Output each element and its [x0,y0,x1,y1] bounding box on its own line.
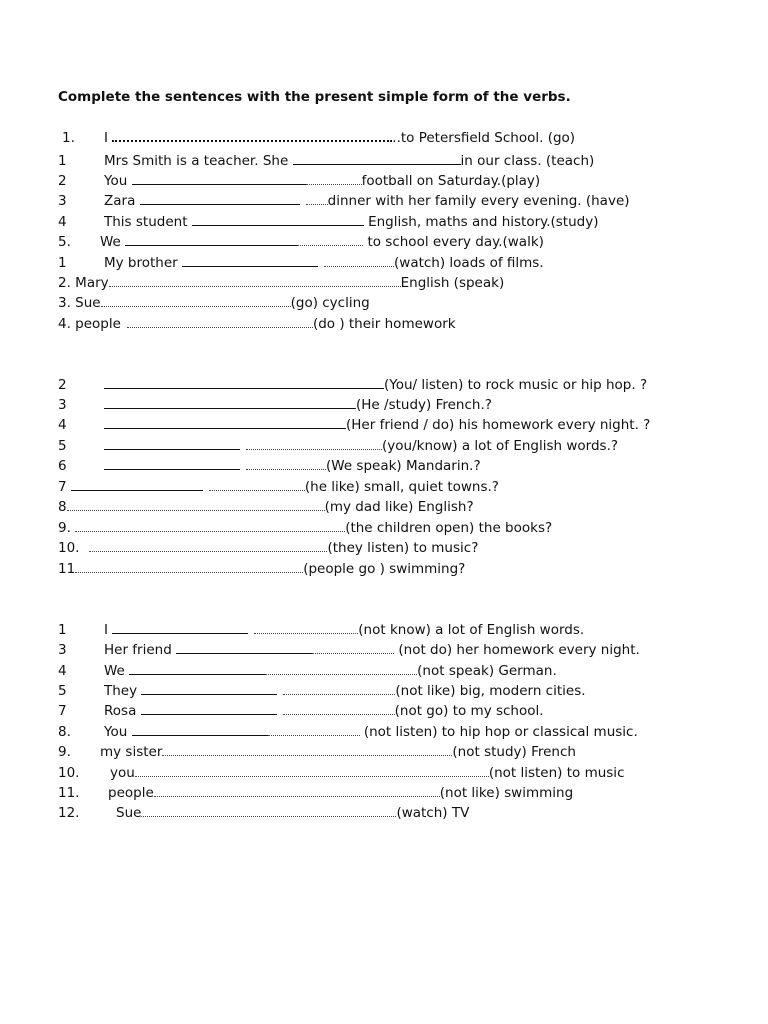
item-number: 1 [58,255,67,271]
item-text: They (not like) big, modern cities. [104,683,586,699]
item-text: We to school every day.(walk) [100,234,544,250]
answer-dots[interactable] [265,673,417,675]
item-text: (We speak) Mandarin.? [104,457,481,475]
item-text: 2. Mary English (speak) [58,275,505,291]
answer-blank[interactable] [112,139,392,142]
answer-dots[interactable] [246,468,326,470]
answer-dots[interactable] [297,244,363,246]
answer-dots[interactable] [268,734,360,736]
item-number: 11 [58,561,76,577]
item-number: 12. [58,805,80,821]
answer-dots[interactable] [283,693,395,695]
item-number: 6 [58,458,67,474]
item-number: 4. people [58,316,121,332]
item-text: I (not know) a lot of English words. [104,622,585,638]
item-number: 3 [58,193,67,209]
item-text: Rosa (not go) to my school. [104,703,544,719]
answer-blank[interactable] [104,448,240,450]
item-number: 7 [58,479,67,495]
answer-dots[interactable] [246,448,382,450]
item-text: You (not listen) to hip hop or classical music. [104,724,638,740]
answer-dots[interactable] [127,326,313,328]
item-text: (He /study) French.? [104,396,492,414]
item-number: 8. [58,724,71,740]
answer-dots[interactable] [67,509,325,511]
item-number: 10. [58,540,80,556]
item-number: 2 [58,173,67,189]
item-text: You football on Saturday.(play) [104,173,541,189]
item-number: 1. [62,130,75,146]
answer-dots[interactable] [75,530,345,532]
answer-blank[interactable] [129,673,265,675]
item-number: 4 [58,663,67,679]
item-number: 2. Mary [58,275,109,291]
answer-blank[interactable] [176,652,312,654]
answer-dots[interactable] [312,652,394,654]
item-text: 8 (my dad like) English? [58,499,474,515]
item-text: Zara dinner with her family every evening. (have) [104,193,630,209]
item-number: 9. [58,744,71,760]
answer-dots[interactable] [254,632,358,634]
item-number: 4 [58,214,67,230]
worksheet-title: Complete the sentences with the present simple form of the verbs. [58,89,571,105]
answer-dots[interactable] [109,285,401,287]
item-number: 3 [58,642,67,658]
answer-blank[interactable] [132,183,306,185]
answer-blank[interactable] [293,163,461,165]
item-number: 5. [58,234,71,250]
item-text: people (not like) swimming [108,785,574,801]
answer-blank[interactable] [104,468,240,470]
item-number: 4 [58,417,67,433]
item-text: (You/ listen) to rock music or hip hop. ? [104,376,647,394]
item-text: This student English, maths and history.(study) [104,214,599,230]
answer-blank[interactable] [104,407,356,409]
answer-dots[interactable] [306,203,328,205]
answer-dots[interactable] [75,571,303,573]
answer-dots[interactable] [324,265,394,267]
item-text: (Her friend / do) his homework every night. ? [104,416,650,434]
item-text: 11 (people go ) swimming? [58,561,466,577]
item-number: 1 [58,622,67,638]
item-number: 8 [58,499,67,515]
item-number: 7 [58,703,67,719]
answer-dots[interactable] [283,713,395,715]
item-text: you (not listen) to music [110,765,625,781]
answer-blank[interactable] [140,203,300,205]
answer-blank[interactable] [112,632,248,634]
answer-blank[interactable] [71,489,203,491]
item-text: 3. Sue (go) cycling [58,295,370,311]
item-number: 1 [58,153,67,169]
answer-dots[interactable] [154,795,440,797]
item-number: 5 [58,683,67,699]
answer-blank[interactable] [125,244,297,246]
item-text: Mrs Smith is a teacher. She in our class. (teach) [104,153,595,169]
answer-dots[interactable] [162,754,452,756]
answer-dots[interactable] [209,489,305,491]
item-number: 10. [58,765,80,781]
answer-blank[interactable] [141,713,277,715]
item-number: 3. Sue [58,295,101,311]
answer-dots[interactable] [141,815,396,817]
item-text: 4. people (do ) their homework [58,316,456,332]
item-number: 9. [58,520,71,536]
item-text: (you/know) a lot of English words.? [104,437,618,455]
answer-dots[interactable] [306,183,362,185]
item-text: My brother (watch) loads of films. [104,255,544,271]
item-number: 11. [58,785,80,801]
item-text: I ..to Petersfield School. (go) [104,130,576,146]
item-text: We (not speak) German. [104,663,557,679]
answer-blank[interactable] [192,224,364,226]
item-text: 7 (he like) small, quiet towns.? [58,479,499,495]
item-number: 2 [58,377,67,393]
answer-blank[interactable] [141,693,277,695]
item-text: Sue (watch) TV [116,805,470,821]
answer-blank[interactable] [104,427,346,429]
answer-dots[interactable] [135,775,489,777]
item-text: 9. (the children open) the books? [58,520,553,536]
item-number: 5 [58,438,67,454]
item-number: 3 [58,397,67,413]
answer-dots[interactable] [89,550,327,552]
item-text: Her friend (not do) her homework every night. [104,642,640,658]
answer-blank[interactable] [182,265,318,267]
answer-blank[interactable] [104,387,384,389]
item-text: 10. (they listen) to music? [58,540,479,556]
item-text: my sister (not study) French [100,744,576,760]
answer-blank[interactable] [132,734,268,736]
answer-dots[interactable] [101,305,291,307]
